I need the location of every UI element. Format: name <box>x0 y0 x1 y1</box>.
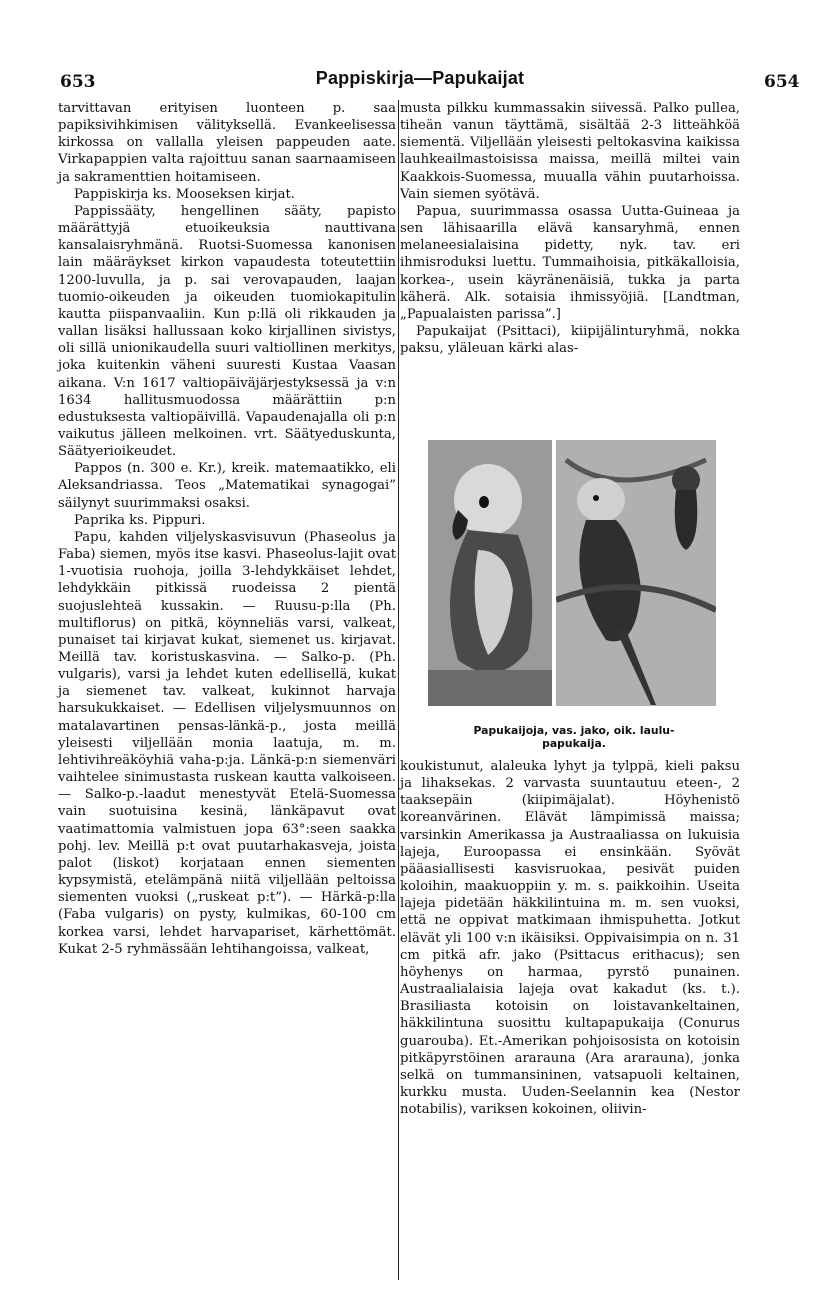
entry-pappiskirja: Pappiskirja ks. Mooseksen kirjat. <box>74 186 295 202</box>
paragraph: musta pilkku kummassakin siivessä. Palko pullea, tiheän vanun täyttämä, sisältää 2-3 litteähköä siementä. Viljellään yleisesti peltokasvina kaikissa lauhkeailmastoisissa maissa, meillä miltei vain Kaakkois-Suomessa, muualla vähin puutarhoissa. Vain siemen syötävä. <box>400 101 740 202</box>
entry-papu: Papu, kahden viljelyskasvisuvun (Phaseolus ja Faba) siemen, myös itse kasvi. Phaseolus-lajit ovat 1-vuotisia ruohoja, joilla 3-lehdykkäiset lehdet, lehdykkäin pitkissä ruodeissa 2 pientä suojuslehteä kussakin. — Ruusu-p:lla (Ph. multiflorus) on pitkä, köynneliäs varsi, valkeat, punaiset tai kirjavat kukat, siemenet us. kirjavat. Meillä tav. koristuskasvina. — Salko-p. (Ph. vulgaris), varsi ja lehdet kuten edellisellä, kukat ja siemenet tav. valkeat, kukinnot harvaja harsukukkaiset. — Edellisen viljelysmuunnos on matalavartinen pensas-länkä-p., josta meillä yleisesti viljellään monia laatuja, m. m. lehtivihreäköyhiä vaha-p:ja. Länkä-p:n siemenväri vaihtelee sinimustasta ruskean kautta valkoiseen. — Salko-p.-laadut menestyvät Etelä-Suomessa vain suotuisina kesinä, länkäpavut ovat vaatimattomia valmistuen jopa 63°:seen saakka pohj. lev. Meillä p:t ovat puutarhakasveja, joista palot (liskot) korjataan ennen siementen kypsymistä, etelämpänä niitä viljellään peltoissa siementen vuoksi („ruskeat p:t”). — Härkä-p:lla (Faba vulgaris) on pysty, kulmikas, 60-100 cm korkea varsi, lehdet harvapariset, kärhettömät. Kukat 2-5 ryhmässään lehtihangoissa, valkeat, <box>58 529 396 957</box>
caption-line: papukaija. <box>542 737 606 750</box>
photo-jako-parrot <box>428 440 552 706</box>
photo-laulupapukaija <box>556 440 716 706</box>
entry-papua: Papua, suurimmassa osassa Uutta-Guineaa ja sen lähisaarilla elävä kansaryhmä, ennen melaneesialaisina pidetty, nyk. tav. eri ihmisroduksi luettu. Tummaihoisia, pitkäkalloisia, korkea-, usein käyränenäisiä, tukka ja parta käherä. Alk. sotaisia ihmissyöjiä. [Landtman, „Papualaisten parissa”.] <box>400 203 740 322</box>
page-number-left: 653 <box>60 72 96 92</box>
caption-line: Papukaijoja, vas. jako, oik. laulu- <box>473 724 675 737</box>
figure-caption <box>428 724 720 750</box>
entry-paprika: Paprika ks. Pippuri. <box>74 512 206 528</box>
entry-papukaijat: Papukaijat (Psittaci), kiipijälinturyhmä, nokka paksu, yläleuan kärki alas- <box>400 324 740 357</box>
page-number-right: 654 <box>764 72 800 92</box>
left-column <box>58 100 396 958</box>
running-head: Pappiskirja—Papukaijat <box>315 68 525 88</box>
paragraph: koukistunut, alaleuka lyhyt ja tylppä, kieli paksu ja lihaksekas. 2 varvasta suuntautuu eteen-, 2 taaksepäin (kiipimäjalat). Höyhenistö koreanvärinen. Elävät lämpimissä maissa; varsinkin Amerikassa ja Austraaliassa on lukuisia lajeja, Euroopassa ei ensinkään. Syövät pääasiallisesti kasvisruokaa, pesivät puiden koloihin, maakuoppiin y. m. s. paikkoihin. Useita lajeja pidetään häkkilintuina m. m. sen vuoksi, että ne oppivat matkimaan ihmispuhetta. Jotkut elävät yli 100 v:n ikäisiksi. Oppivaisimpia on n. 31 cm pitkä afr. jako (Psittacus erithacus); sen höyhenys on harmaa, pyrstö punainen. Austraalialaisia lajeja ovat kakadut (ks. t.). Brasiliasta kotoisin on loistavankeltainen, häkkilintuna suosittu kultapapukaija (Conurus guarouba). Et.-Amerikan pohjoisosista on kotoisin pitkäpyrstöinen ararauna (Ara ararauna), jonka selkä on tummansininen, vatsapuoli keltainen, kurkku musta. Uuden-Seelannin kea (Nestor notabilis), variksen kokoinen, oliivin- <box>400 759 740 1118</box>
right-column-bottom <box>400 758 740 1118</box>
entry-pappos: Pappos (n. 300 e. Kr.), kreik. matemaatikko, eli Aleksandriassa. Teos „Matematikai synagogai” säilynyt suurimmaksi osaksi. <box>58 461 396 511</box>
column-rule <box>398 100 399 1280</box>
right-column-top <box>400 100 740 357</box>
paragraph: tarvittavan erityisen luonteen p. saa papiksivihkimisen välityksellä. Evankeelisessa kirkossa on vallalla yleisen pappeuden aate. Virkapappien valta rajoittuu sanan saarnaamiseen ja sakramenttien hoitamiseen. <box>58 101 396 185</box>
entry-pappissaaty: Pappissääty, hengellinen sääty, papisto määrättyjä etuoikeuksia nauttivana kansalaisryhmänä. Ruotsi-Suomessa kanonisen lain määräykset kirkon vapaudesta toteutettiin 1200-luvulla, ja p. sai verovapauden, laajan tuomio-oikeuden ja oikeuden tuomiokapitulin kautta piispanvaaliin. Kun p:llä oli rikkauden ja vallan lisäksi hallussaan koko kirjallinen sivistys, oli sillä unionikaudella suuri valtiollinen merkitys, joka kuitenkin väheni suuresti Kustaa Vaasan aikana. V:n 1617 valtiopäiväjärjestyksessä ja v:n 1634 hallitusmuodossa määrättiin p:n edustuksesta valtiopäivillä. Vapaudenajalla oli p:n vaikutus jälleen melkoinen. vrt. Säätyeduskunta, Säätyerioikeudet. <box>58 203 396 460</box>
